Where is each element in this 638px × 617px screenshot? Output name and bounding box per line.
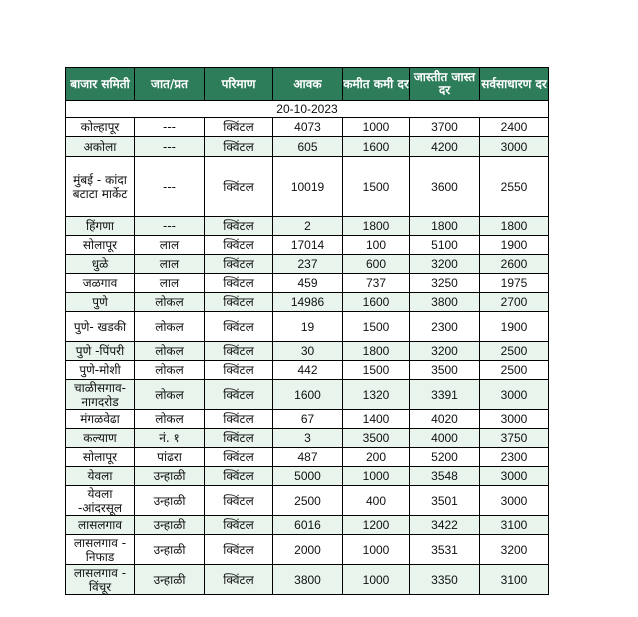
min-rate-cell: 1200 bbox=[343, 516, 410, 535]
market-cell: पुणे-मोशी bbox=[66, 361, 135, 380]
market-cell: हिंगणा bbox=[66, 217, 135, 236]
unit-cell: क्विंटल bbox=[205, 274, 273, 293]
table-row bbox=[66, 467, 549, 486]
table-row bbox=[66, 274, 549, 293]
max-rate-cell: 3501 bbox=[410, 486, 480, 516]
arrival-cell: 3 bbox=[273, 429, 343, 448]
table-row bbox=[66, 410, 549, 429]
arrival-cell: 5000 bbox=[273, 467, 343, 486]
variety-cell: लोकल bbox=[135, 293, 205, 312]
arrival-cell: 67 bbox=[273, 410, 343, 429]
arrival-cell: 10019 bbox=[273, 157, 343, 217]
modal-rate-cell: 1800 bbox=[480, 217, 549, 236]
variety-cell: --- bbox=[135, 137, 205, 157]
unit-cell: क्विंटल bbox=[205, 293, 273, 312]
modal-rate-cell: 2600 bbox=[480, 255, 549, 274]
max-rate-cell: 3200 bbox=[410, 342, 480, 361]
unit-cell: क्विंटल bbox=[205, 255, 273, 274]
min-rate-cell: 1000 bbox=[343, 118, 410, 137]
max-rate-cell: 3548 bbox=[410, 467, 480, 486]
market-cell: कल्याण bbox=[66, 429, 135, 448]
market-cell: अकोला bbox=[66, 137, 135, 157]
unit-cell: क्विंटल bbox=[205, 486, 273, 516]
arrival-cell: 6016 bbox=[273, 516, 343, 535]
max-rate-cell: 3531 bbox=[410, 535, 480, 565]
unit-cell: क्विंटल bbox=[205, 118, 273, 137]
market-cell: सोलापूर bbox=[66, 236, 135, 255]
unit-cell: क्विंटल bbox=[205, 467, 273, 486]
market-cell: सोलापूर bbox=[66, 448, 135, 467]
max-rate-cell: 3200 bbox=[410, 255, 480, 274]
max-rate-cell: 4000 bbox=[410, 429, 480, 448]
market-cell: जळगाव bbox=[66, 274, 135, 293]
variety-cell: उन्हाळी bbox=[135, 516, 205, 535]
min-rate-cell: 1000 bbox=[343, 467, 410, 486]
table-row bbox=[66, 118, 549, 137]
arrival-cell: 237 bbox=[273, 255, 343, 274]
min-rate-cell: 1500 bbox=[343, 157, 410, 217]
max-rate-cell: 1800 bbox=[410, 217, 480, 236]
variety-cell: लाल bbox=[135, 274, 205, 293]
unit-cell: क्विंटल bbox=[205, 516, 273, 535]
table-row bbox=[66, 361, 549, 380]
max-rate-cell: 3600 bbox=[410, 157, 480, 217]
header-unit: परिमाण bbox=[205, 68, 273, 101]
table-row bbox=[66, 217, 549, 236]
arrival-cell: 605 bbox=[273, 137, 343, 157]
table-row bbox=[66, 255, 549, 274]
market-cell: चाळीसगाव-नागदरोड bbox=[66, 380, 135, 410]
header-row bbox=[66, 68, 549, 101]
modal-rate-cell: 2300 bbox=[480, 448, 549, 467]
unit-cell: क्विंटल bbox=[205, 217, 273, 236]
modal-rate-cell: 3750 bbox=[480, 429, 549, 448]
variety-cell: लोकल bbox=[135, 361, 205, 380]
min-rate-cell: 1000 bbox=[343, 565, 410, 595]
unit-cell: क्विंटल bbox=[205, 137, 273, 157]
modal-rate-cell: 2500 bbox=[480, 342, 549, 361]
unit-cell: क्विंटल bbox=[205, 312, 273, 342]
header-arrival: आवक bbox=[273, 68, 343, 101]
variety-cell: उन्हाळी bbox=[135, 565, 205, 595]
modal-rate-cell: 3200 bbox=[480, 535, 549, 565]
market-cell: मंगळवेढा bbox=[66, 410, 135, 429]
table-row bbox=[66, 448, 549, 467]
max-rate-cell: 3350 bbox=[410, 565, 480, 595]
max-rate-cell: 3391 bbox=[410, 380, 480, 410]
table-row bbox=[66, 293, 549, 312]
arrival-cell: 1600 bbox=[273, 380, 343, 410]
date-cell: 20-10-2023 bbox=[66, 101, 549, 118]
arrival-cell: 2 bbox=[273, 217, 343, 236]
variety-cell: --- bbox=[135, 118, 205, 137]
variety-cell: --- bbox=[135, 217, 205, 236]
unit-cell: क्विंटल bbox=[205, 380, 273, 410]
header-min-rate: कमीत कमी दर bbox=[343, 68, 410, 101]
date-row bbox=[66, 101, 549, 118]
table-row bbox=[66, 565, 549, 595]
modal-rate-cell: 3000 bbox=[480, 467, 549, 486]
table-row bbox=[66, 157, 549, 217]
max-rate-cell: 4020 bbox=[410, 410, 480, 429]
unit-cell: क्विंटल bbox=[205, 565, 273, 595]
unit-cell: क्विंटल bbox=[205, 157, 273, 217]
market-cell: पुणे- खडकी bbox=[66, 312, 135, 342]
min-rate-cell: 600 bbox=[343, 255, 410, 274]
min-rate-cell: 1600 bbox=[343, 293, 410, 312]
max-rate-cell: 3800 bbox=[410, 293, 480, 312]
market-cell: लासलगाव bbox=[66, 516, 135, 535]
min-rate-cell: 1500 bbox=[343, 312, 410, 342]
arrival-cell: 459 bbox=[273, 274, 343, 293]
variety-cell: उन्हाळी bbox=[135, 467, 205, 486]
min-rate-cell: 737 bbox=[343, 274, 410, 293]
variety-cell: --- bbox=[135, 157, 205, 217]
variety-cell: नं. १ bbox=[135, 429, 205, 448]
max-rate-cell: 3250 bbox=[410, 274, 480, 293]
max-rate-cell: 3700 bbox=[410, 118, 480, 137]
unit-cell: क्विंटल bbox=[205, 410, 273, 429]
header-market: बाजार समिती bbox=[66, 68, 135, 101]
arrival-cell: 487 bbox=[273, 448, 343, 467]
market-cell: येवला bbox=[66, 467, 135, 486]
unit-cell: क्विंटल bbox=[205, 429, 273, 448]
market-cell: मुंबई - कांदा बटाटा मार्केट bbox=[66, 157, 135, 217]
min-rate-cell: 1800 bbox=[343, 342, 410, 361]
table-row bbox=[66, 312, 549, 342]
min-rate-cell: 1500 bbox=[343, 361, 410, 380]
min-rate-cell: 3500 bbox=[343, 429, 410, 448]
modal-rate-cell: 3000 bbox=[480, 380, 549, 410]
rates-table bbox=[65, 67, 549, 595]
table-row bbox=[66, 486, 549, 516]
variety-cell: लोकल bbox=[135, 380, 205, 410]
market-cell: येवला -आंदरसूल bbox=[66, 486, 135, 516]
max-rate-cell: 5200 bbox=[410, 448, 480, 467]
market-cell: लासलगाव - निफाड bbox=[66, 535, 135, 565]
arrival-cell: 4073 bbox=[273, 118, 343, 137]
min-rate-cell: 1000 bbox=[343, 535, 410, 565]
variety-cell: लाल bbox=[135, 236, 205, 255]
table-row bbox=[66, 380, 549, 410]
header-modal-rate: सर्वसाधारण दर bbox=[480, 68, 549, 101]
market-cell: पुणे bbox=[66, 293, 135, 312]
market-cell: धुळे bbox=[66, 255, 135, 274]
modal-rate-cell: 3100 bbox=[480, 516, 549, 535]
modal-rate-cell: 3000 bbox=[480, 137, 549, 157]
unit-cell: क्विंटल bbox=[205, 361, 273, 380]
table-row bbox=[66, 429, 549, 448]
min-rate-cell: 1800 bbox=[343, 217, 410, 236]
unit-cell: क्विंटल bbox=[205, 236, 273, 255]
arrival-cell: 14986 bbox=[273, 293, 343, 312]
arrival-cell: 30 bbox=[273, 342, 343, 361]
arrival-cell: 3800 bbox=[273, 565, 343, 595]
table-row bbox=[66, 535, 549, 565]
arrival-cell: 2000 bbox=[273, 535, 343, 565]
unit-cell: क्विंटल bbox=[205, 535, 273, 565]
min-rate-cell: 200 bbox=[343, 448, 410, 467]
modal-rate-cell: 2550 bbox=[480, 157, 549, 217]
market-cell: पुणे -पिंपरी bbox=[66, 342, 135, 361]
table-row bbox=[66, 342, 549, 361]
min-rate-cell: 1600 bbox=[343, 137, 410, 157]
variety-cell: लोकल bbox=[135, 410, 205, 429]
arrival-cell: 2500 bbox=[273, 486, 343, 516]
min-rate-cell: 100 bbox=[343, 236, 410, 255]
table-row bbox=[66, 137, 549, 157]
header-max-rate: जास्तीत जास्त दर bbox=[410, 68, 480, 101]
market-cell: कोल्हापूर bbox=[66, 118, 135, 137]
variety-cell: लाल bbox=[135, 255, 205, 274]
variety-cell: लोकल bbox=[135, 312, 205, 342]
max-rate-cell: 2300 bbox=[410, 312, 480, 342]
max-rate-cell: 5100 bbox=[410, 236, 480, 255]
arrival-cell: 442 bbox=[273, 361, 343, 380]
min-rate-cell: 1320 bbox=[343, 380, 410, 410]
modal-rate-cell: 3000 bbox=[480, 410, 549, 429]
modal-rate-cell: 2500 bbox=[480, 361, 549, 380]
modal-rate-cell: 3100 bbox=[480, 565, 549, 595]
variety-cell: उन्हाळी bbox=[135, 535, 205, 565]
modal-rate-cell: 3000 bbox=[480, 486, 549, 516]
min-rate-cell: 400 bbox=[343, 486, 410, 516]
arrival-cell: 19 bbox=[273, 312, 343, 342]
max-rate-cell: 3500 bbox=[410, 361, 480, 380]
unit-cell: क्विंटल bbox=[205, 448, 273, 467]
header-variety: जात/प्रत bbox=[135, 68, 205, 101]
max-rate-cell: 4200 bbox=[410, 137, 480, 157]
min-rate-cell: 1400 bbox=[343, 410, 410, 429]
modal-rate-cell: 1975 bbox=[480, 274, 549, 293]
table-row bbox=[66, 236, 549, 255]
modal-rate-cell: 1900 bbox=[480, 236, 549, 255]
table-row bbox=[66, 516, 549, 535]
market-cell: लासलगाव - विंचूर bbox=[66, 565, 135, 595]
max-rate-cell: 3422 bbox=[410, 516, 480, 535]
modal-rate-cell: 2400 bbox=[480, 118, 549, 137]
unit-cell: क्विंटल bbox=[205, 342, 273, 361]
arrival-cell: 17014 bbox=[273, 236, 343, 255]
variety-cell: लोकल bbox=[135, 342, 205, 361]
table-body bbox=[66, 118, 549, 595]
modal-rate-cell: 2700 bbox=[480, 293, 549, 312]
variety-cell: पांढरा bbox=[135, 448, 205, 467]
variety-cell: उन्हाळी bbox=[135, 486, 205, 516]
modal-rate-cell: 1900 bbox=[480, 312, 549, 342]
